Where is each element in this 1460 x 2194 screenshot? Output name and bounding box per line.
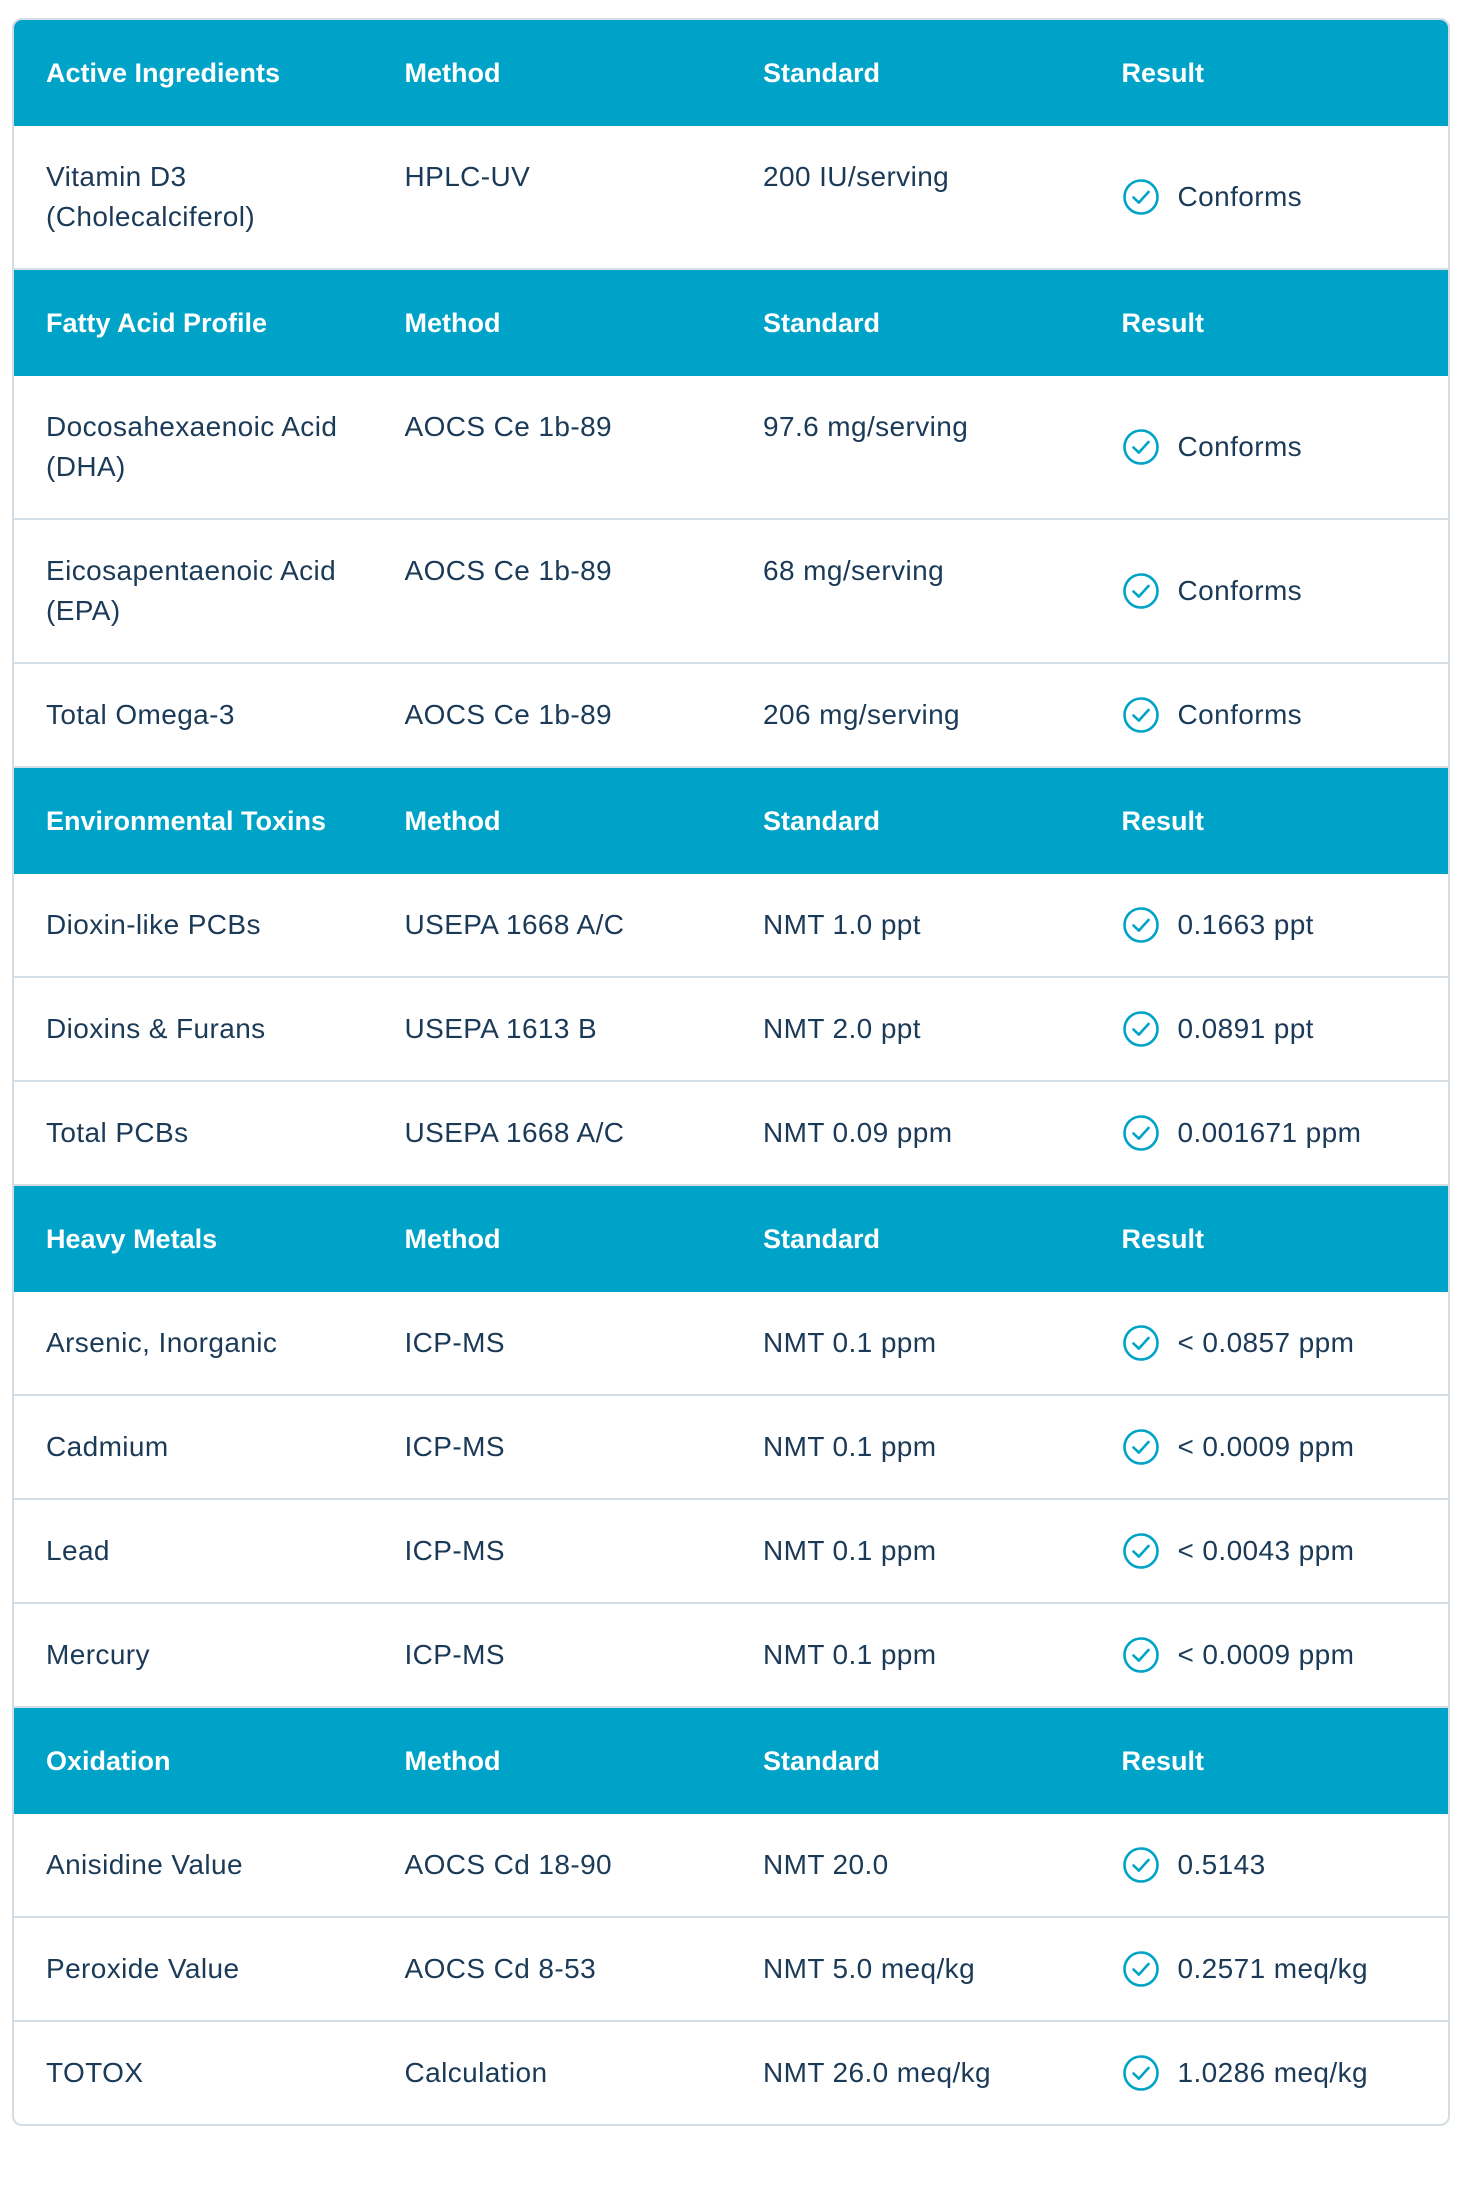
table-row bbox=[14, 664, 1448, 768]
test-method: AOCS Cd 18-90 bbox=[404, 1849, 613, 1880]
table-row bbox=[14, 1604, 1448, 1708]
result-cell bbox=[1090, 978, 1449, 1080]
standard-limit: 200 IU/serving bbox=[763, 161, 950, 192]
result-cell bbox=[1090, 664, 1449, 766]
section-header bbox=[14, 1708, 1448, 1814]
standard-limit: NMT 0.1 ppm bbox=[763, 1535, 937, 1566]
result-value: 0.5143 bbox=[1177, 1849, 1266, 1880]
check-circle-icon bbox=[1122, 178, 1160, 216]
test-method-cell bbox=[373, 1292, 732, 1394]
test-method: ICP-MS bbox=[404, 1431, 505, 1462]
check-circle-icon bbox=[1122, 1950, 1160, 1988]
result-cell bbox=[1090, 1604, 1449, 1706]
result-cell bbox=[1090, 1082, 1449, 1184]
test-method-cell bbox=[373, 1082, 732, 1184]
test-method-cell bbox=[373, 1814, 732, 1916]
test-method-cell bbox=[373, 376, 732, 518]
analyte-name: Arsenic, Inorganic bbox=[46, 1327, 278, 1358]
standard-limit: 68 mg/serving bbox=[763, 555, 945, 586]
standard-limit: NMT 5.0 meq/kg bbox=[763, 1953, 976, 1984]
method-column-header: Method bbox=[404, 308, 501, 338]
standard-column-header: Standard bbox=[763, 806, 881, 836]
table-row bbox=[14, 1292, 1448, 1396]
test-method: AOCS Ce 1b-89 bbox=[404, 699, 613, 730]
standard-column-header: Standard bbox=[763, 1224, 881, 1254]
result-cell bbox=[1090, 874, 1449, 976]
test-method: HPLC-UV bbox=[404, 161, 531, 192]
test-method-cell bbox=[373, 664, 732, 766]
analyte-name-cell bbox=[14, 664, 373, 766]
check-circle-icon bbox=[1122, 2054, 1160, 2092]
analyte-name-cell bbox=[14, 520, 373, 662]
result-value: < 0.0857 ppm bbox=[1177, 1327, 1355, 1358]
test-method: USEPA 1668 A/C bbox=[404, 909, 625, 940]
test-method-cell bbox=[373, 1500, 732, 1602]
test-method: AOCS Ce 1b-89 bbox=[404, 555, 613, 586]
analyte-name-cell bbox=[14, 126, 373, 268]
check-circle-icon bbox=[1122, 696, 1160, 734]
table-row bbox=[14, 2022, 1448, 2124]
check-circle-icon bbox=[1122, 1114, 1160, 1152]
result-cell bbox=[1090, 1918, 1449, 2020]
standard-limit: NMT 26.0 meq/kg bbox=[763, 2057, 992, 2088]
standard-limit-cell bbox=[731, 978, 1090, 1080]
table-row bbox=[14, 1814, 1448, 1918]
test-method: ICP-MS bbox=[404, 1327, 505, 1358]
check-circle-icon bbox=[1122, 428, 1160, 466]
standard-column-header: Standard bbox=[763, 1746, 881, 1776]
check-circle-icon bbox=[1122, 1010, 1160, 1048]
standard-limit: NMT 0.1 ppm bbox=[763, 1327, 937, 1358]
table-row bbox=[14, 1500, 1448, 1604]
check-circle-icon bbox=[1122, 1846, 1160, 1884]
result-value: 0.0891 ppt bbox=[1177, 1013, 1314, 1044]
standard-limit: NMT 2.0 ppt bbox=[763, 1013, 921, 1044]
analyte-name: Peroxide Value bbox=[46, 1953, 240, 1984]
test-method-cell bbox=[373, 874, 732, 976]
check-circle-icon bbox=[1122, 1532, 1160, 1570]
result-value: < 0.0043 ppm bbox=[1177, 1535, 1355, 1566]
standard-limit-cell bbox=[731, 1918, 1090, 2020]
section-title: Fatty Acid Profile bbox=[46, 308, 268, 338]
standard-limit-cell bbox=[731, 664, 1090, 766]
result-value: < 0.0009 ppm bbox=[1177, 1639, 1355, 1670]
result-value: Conforms bbox=[1177, 431, 1303, 462]
result-column-header: Result bbox=[1121, 1746, 1205, 1776]
table-row bbox=[14, 376, 1448, 520]
result-column-header: Result bbox=[1121, 58, 1205, 88]
standard-limit: 97.6 mg/serving bbox=[763, 411, 969, 442]
standard-limit: NMT 0.09 ppm bbox=[763, 1117, 953, 1148]
result-value: 1.0286 meq/kg bbox=[1177, 2057, 1368, 2088]
result-cell bbox=[1090, 1814, 1449, 1916]
standard-limit: NMT 1.0 ppt bbox=[763, 909, 921, 940]
analyte-name: Eicosapentaenoic Acid (EPA) bbox=[46, 555, 337, 626]
analyte-name: Docosahexaenoic Acid (DHA) bbox=[46, 411, 338, 482]
table-row bbox=[14, 1918, 1448, 2022]
test-method: USEPA 1668 A/C bbox=[404, 1117, 625, 1148]
table-row bbox=[14, 1082, 1448, 1186]
test-method: ICP-MS bbox=[404, 1639, 505, 1670]
standard-limit-cell bbox=[731, 1500, 1090, 1602]
table-row bbox=[14, 874, 1448, 978]
table-row bbox=[14, 1396, 1448, 1500]
check-circle-icon bbox=[1122, 572, 1160, 610]
test-method: Calculation bbox=[404, 2057, 548, 2088]
result-value: 0.001671 ppm bbox=[1177, 1117, 1362, 1148]
test-method: ICP-MS bbox=[404, 1535, 505, 1566]
test-method-cell bbox=[373, 978, 732, 1080]
section-title: Heavy Metals bbox=[46, 1224, 218, 1254]
test-method: AOCS Ce 1b-89 bbox=[404, 411, 613, 442]
analyte-name-cell bbox=[14, 874, 373, 976]
analyte-name: Dioxin-like PCBs bbox=[46, 909, 261, 940]
table-row bbox=[14, 126, 1448, 270]
standard-limit-cell bbox=[731, 376, 1090, 518]
analyte-name: Lead bbox=[46, 1535, 110, 1566]
section-header bbox=[14, 20, 1448, 126]
standard-limit-cell bbox=[731, 1082, 1090, 1184]
result-cell bbox=[1090, 520, 1449, 662]
result-value: 0.2571 meq/kg bbox=[1177, 1953, 1368, 1984]
coa-table bbox=[12, 18, 1450, 2126]
standard-limit: NMT 0.1 ppm bbox=[763, 1431, 937, 1462]
method-column-header: Method bbox=[404, 1224, 501, 1254]
test-method-cell bbox=[373, 126, 732, 268]
result-cell bbox=[1090, 1292, 1449, 1394]
test-method: AOCS Cd 8-53 bbox=[404, 1953, 597, 1984]
result-cell bbox=[1090, 1500, 1449, 1602]
section-header bbox=[14, 768, 1448, 874]
analyte-name-cell bbox=[14, 376, 373, 518]
result-cell bbox=[1090, 126, 1449, 268]
analyte-name: Anisidine Value bbox=[46, 1849, 243, 1880]
table-row bbox=[14, 520, 1448, 664]
section-header bbox=[14, 1186, 1448, 1292]
result-value: 0.1663 ppt bbox=[1177, 909, 1314, 940]
analyte-name: Total PCBs bbox=[46, 1117, 189, 1148]
result-value: Conforms bbox=[1177, 699, 1303, 730]
section-title: Oxidation bbox=[46, 1746, 171, 1776]
standard-limit-cell bbox=[731, 1814, 1090, 1916]
method-column-header: Method bbox=[404, 1746, 501, 1776]
standard-column-header: Standard bbox=[763, 308, 881, 338]
test-method-cell bbox=[373, 1604, 732, 1706]
analyte-name-cell bbox=[14, 978, 373, 1080]
analyte-name: Mercury bbox=[46, 1639, 150, 1670]
standard-limit-cell bbox=[731, 126, 1090, 268]
standard-limit-cell bbox=[731, 1604, 1090, 1706]
check-circle-icon bbox=[1122, 1428, 1160, 1466]
method-column-header: Method bbox=[404, 806, 501, 836]
analyte-name: Vitamin D3 (Cholecalciferol) bbox=[46, 161, 256, 232]
standard-limit: NMT 0.1 ppm bbox=[763, 1639, 937, 1670]
standard-limit-cell bbox=[731, 2022, 1090, 2124]
analyte-name-cell bbox=[14, 1918, 373, 2020]
section-title: Active Ingredients bbox=[46, 58, 281, 88]
analyte-name: TOTOX bbox=[46, 2057, 144, 2088]
standard-limit-cell bbox=[731, 1292, 1090, 1394]
analyte-name-cell bbox=[14, 2022, 373, 2124]
standard-limit-cell bbox=[731, 1396, 1090, 1498]
test-method-cell bbox=[373, 2022, 732, 2124]
analyte-name-cell bbox=[14, 1396, 373, 1498]
check-circle-icon bbox=[1122, 906, 1160, 944]
standard-column-header: Standard bbox=[763, 58, 881, 88]
result-cell bbox=[1090, 376, 1449, 518]
check-circle-icon bbox=[1122, 1324, 1160, 1362]
analyte-name: Dioxins & Furans bbox=[46, 1013, 266, 1044]
test-method-cell bbox=[373, 1396, 732, 1498]
standard-limit-cell bbox=[731, 520, 1090, 662]
result-cell bbox=[1090, 2022, 1449, 2124]
result-value: Conforms bbox=[1177, 181, 1303, 212]
result-column-header: Result bbox=[1121, 308, 1205, 338]
result-cell bbox=[1090, 1396, 1449, 1498]
result-column-header: Result bbox=[1121, 1224, 1205, 1254]
standard-limit: NMT 20.0 bbox=[763, 1849, 889, 1880]
test-method: USEPA 1613 B bbox=[404, 1013, 598, 1044]
analyte-name-cell bbox=[14, 1604, 373, 1706]
analyte-name: Total Omega-3 bbox=[46, 699, 235, 730]
check-circle-icon bbox=[1122, 1636, 1160, 1674]
test-method-cell bbox=[373, 1918, 732, 2020]
method-column-header: Method bbox=[404, 58, 501, 88]
result-value: < 0.0009 ppm bbox=[1177, 1431, 1355, 1462]
result-value: Conforms bbox=[1177, 575, 1303, 606]
standard-limit-cell bbox=[731, 874, 1090, 976]
test-method-cell bbox=[373, 520, 732, 662]
analyte-name-cell bbox=[14, 1082, 373, 1184]
section-title: Environmental Toxins bbox=[46, 806, 327, 836]
section-header bbox=[14, 270, 1448, 376]
analyte-name: Cadmium bbox=[46, 1431, 169, 1462]
table-row bbox=[14, 978, 1448, 1082]
result-column-header: Result bbox=[1121, 806, 1205, 836]
analyte-name-cell bbox=[14, 1500, 373, 1602]
analyte-name-cell bbox=[14, 1814, 373, 1916]
standard-limit: 206 mg/serving bbox=[763, 699, 961, 730]
analyte-name-cell bbox=[14, 1292, 373, 1394]
